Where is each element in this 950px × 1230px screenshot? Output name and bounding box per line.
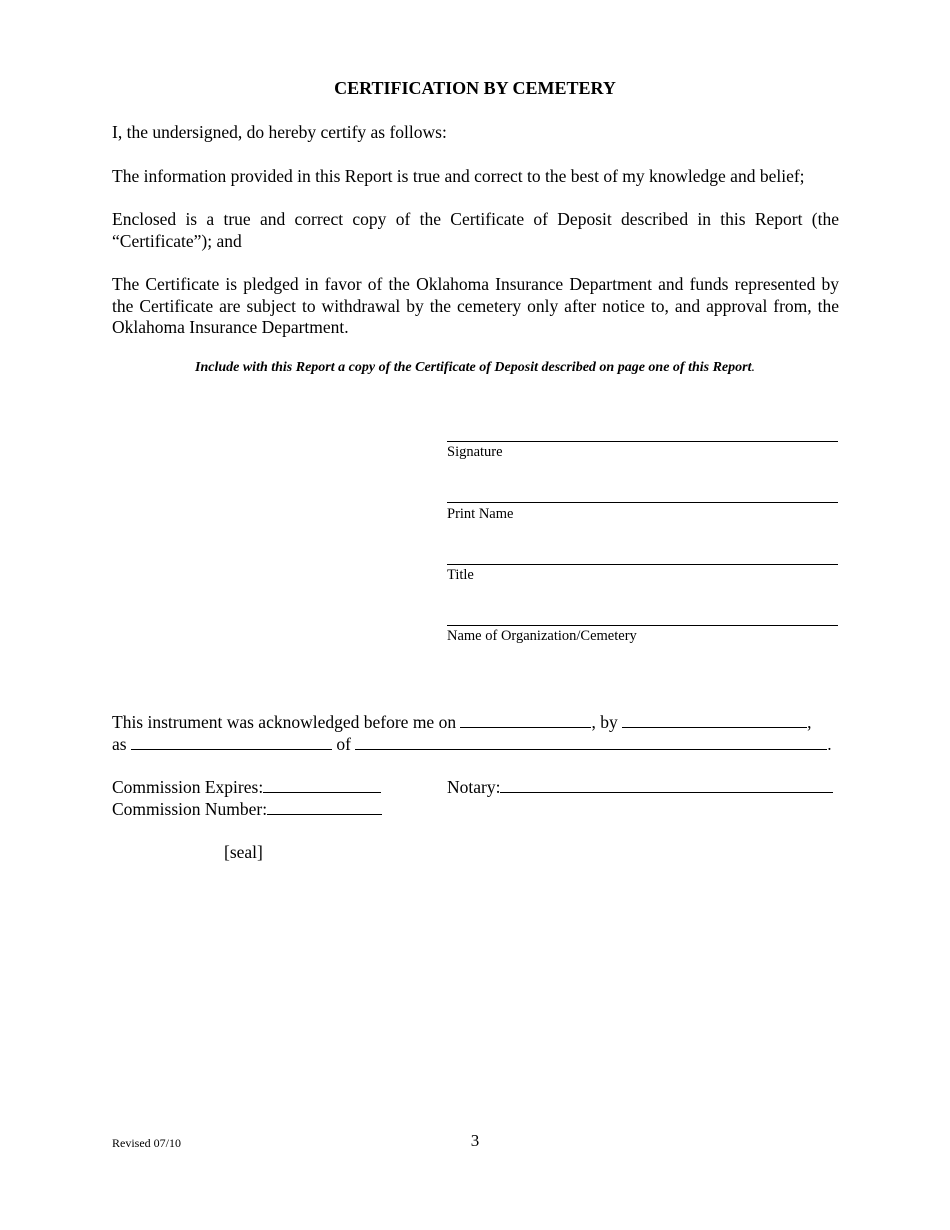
commission-number-blank[interactable]	[267, 798, 382, 815]
commission-expires-blank[interactable]	[263, 776, 381, 793]
page-title: CERTIFICATION BY CEMETERY	[334, 78, 616, 98]
notary-signature-blank[interactable]	[500, 776, 833, 793]
title-line[interactable]	[447, 564, 838, 565]
commission-number-row	[112, 798, 412, 821]
certification-paragraph-1: The information provided in this Report is true and correct to the best of my knowledge and belief;	[112, 166, 805, 186]
page-number: 3	[470, 1131, 480, 1150]
acknowledgment-date-blank[interactable]	[460, 711, 591, 728]
note-period: .	[751, 360, 755, 375]
commission-expires-label: Commission Expires:	[112, 777, 264, 797]
acknowledgment-as-text: as	[112, 734, 127, 754]
include-instruction-note	[0, 360, 950, 376]
acknowledgment-line1-comma: ,	[807, 712, 812, 732]
acknowledgment-by-blank[interactable]	[622, 711, 807, 728]
print-name-label: Print Name	[447, 506, 514, 522]
acknowledgment-by-text: , by	[591, 712, 618, 732]
acknowledgment-as-blank[interactable]	[131, 733, 332, 750]
notary-row	[447, 776, 839, 799]
title-label: Title	[447, 567, 474, 583]
commission-expires-row	[112, 776, 412, 799]
organization-line[interactable]	[447, 625, 838, 626]
signature-line[interactable]	[447, 441, 838, 442]
acknowledgment-prefix: This instrument was acknowledged before me on	[112, 712, 457, 732]
revision-date: Revised 07/10	[112, 1136, 181, 1150]
intro-paragraph: I, the undersigned, do hereby certify as follows:	[112, 122, 447, 142]
note-text: Include with this Report a copy of the Certificate of Deposit described on page one of this Report	[195, 360, 752, 375]
signature-label: Signature	[447, 444, 503, 460]
organization-label: Name of Organization/Cemetery	[447, 628, 637, 644]
seal-placeholder: [seal]	[224, 842, 263, 862]
certification-paragraph-2: Enclosed is a true and correct copy of the Certificate of Deposit described in this Report (the “Certificate”); and	[112, 209, 839, 251]
acknowledgment-line-1	[112, 711, 839, 734]
commission-number-label: Commission Number:	[112, 799, 268, 819]
notary-label: Notary:	[447, 777, 501, 797]
acknowledgment-line2-period: .	[827, 734, 832, 754]
certification-paragraph-3: The Certificate is pledged in favor of the Oklahoma Insurance Department and funds represented by the Certificate are subject to withdrawal by the cemetery only after notice to, and approval from, the Oklahoma Insurance Department.	[112, 274, 839, 337]
print-name-line[interactable]	[447, 502, 838, 503]
acknowledgment-of-blank[interactable]	[355, 733, 827, 750]
acknowledgment-line-2	[112, 733, 839, 756]
acknowledgment-of-text: of	[336, 734, 351, 754]
